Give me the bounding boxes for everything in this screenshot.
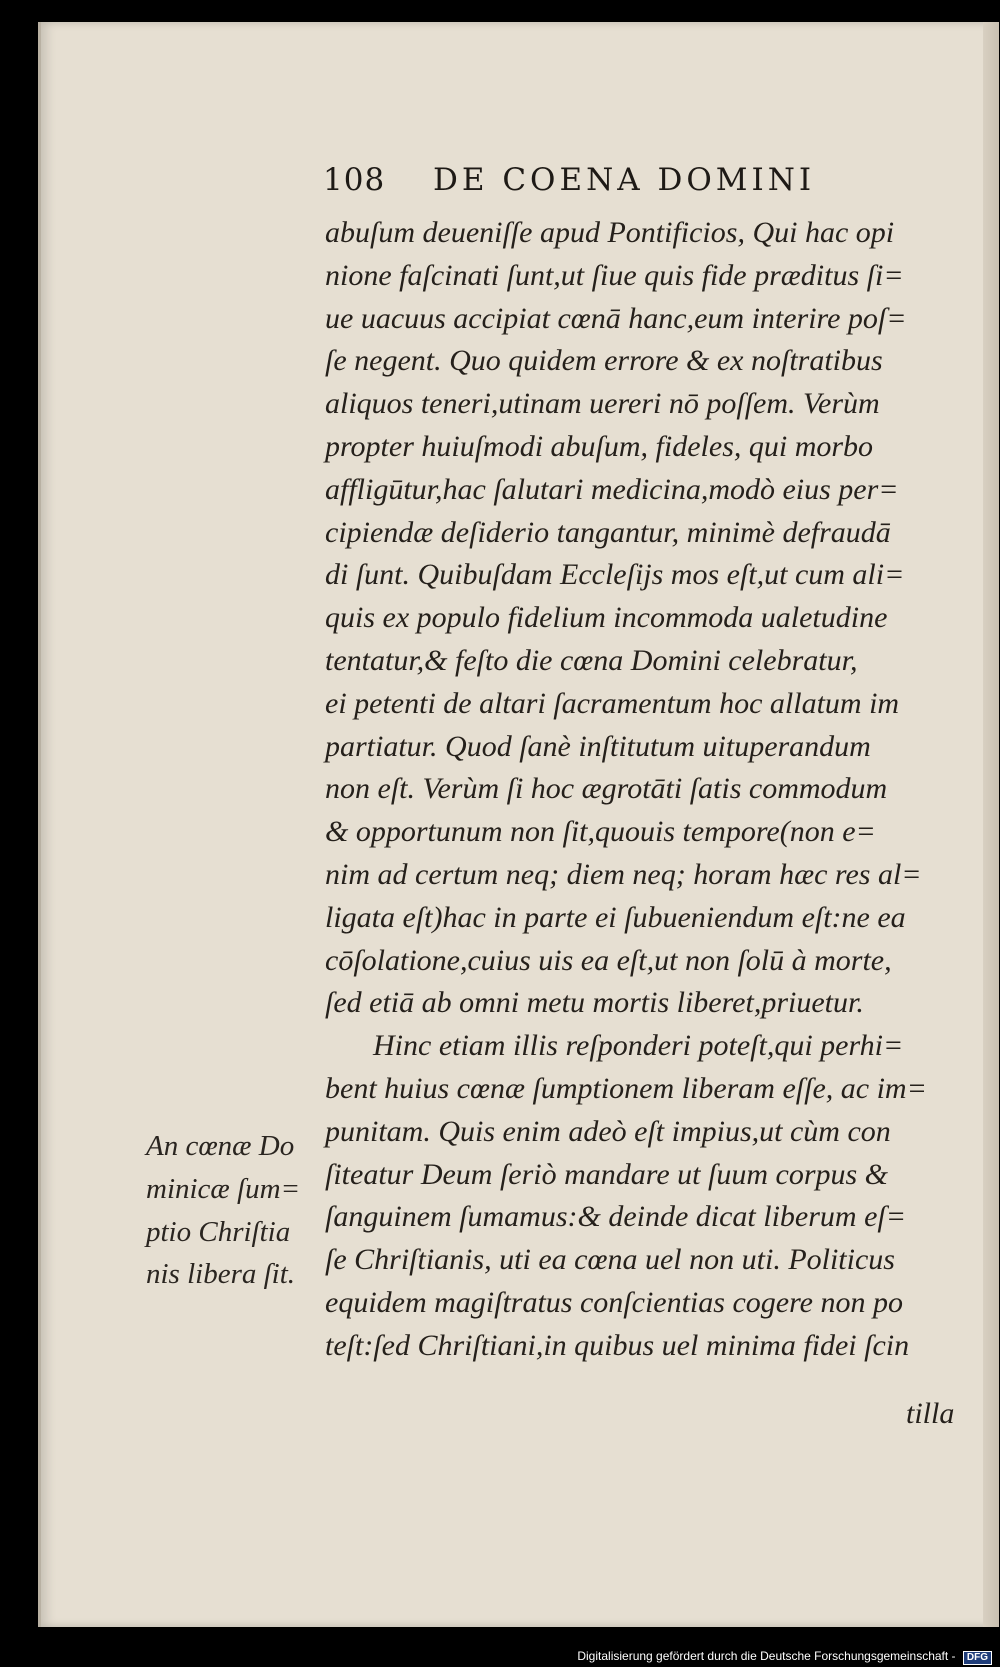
- marginal-note-line: nis libera ſit.: [146, 1258, 296, 1291]
- text-line: & opportunum non ſit,quouis tempore(non e=: [325, 815, 876, 849]
- dfg-logo-icon: DFG: [963, 1651, 992, 1665]
- text-line: punitam. Quis enim adeò eſt impius,ut cùm con: [325, 1114, 891, 1148]
- text-line: propter huiuſmodi abuſum, fideles, qui morbo: [325, 429, 874, 463]
- text-line: di ſunt. Quibuſdam Eccleſijs mos eſt,ut cum ali=: [325, 558, 905, 592]
- credit-text: Digitalisierung gefördert durch die Deutsche Forschungsgemeinschaft -: [577, 1649, 956, 1663]
- digitization-credit: [577, 1649, 992, 1665]
- text-line: tentatur,& feſto die cœna Domini celebratur,: [325, 643, 858, 677]
- marginal-note-line: An cœnæ Do: [146, 1130, 295, 1162]
- text-line: ſanguinem ſumamus:& deinde dicat liberum eſ=: [325, 1200, 906, 1234]
- catchword: tilla: [906, 1397, 955, 1430]
- text-line: cōſolatione,cuius uis ea eſt,ut non ſolū à morte,: [325, 943, 892, 977]
- page-edge: [983, 22, 999, 1627]
- text-line: ligata eſt)hac in parte ei ſubueniendum eſt:ne ea: [325, 900, 906, 934]
- marginal-note-line: ptio Chriſtia: [146, 1215, 291, 1248]
- text-line: aliquos teneri,utinam uereri nō poſſem. Verùm: [325, 387, 880, 421]
- text-line: ſe Chriſtianis, uti ea cœna uel non uti. Politicus: [325, 1243, 895, 1277]
- text-line: equidem magiſtratus conſcientias cogere non po: [325, 1285, 903, 1319]
- paragraph-start-line: Hinc etiam illis reſponderi poteſt,qui perhi=: [373, 1029, 904, 1063]
- text-line: cipiendæ deſiderio tangantur, minimè defraudā: [325, 515, 891, 549]
- text-line: ſed etiā ab omni metu mortis liberet,priuetur.: [325, 986, 864, 1020]
- text-line: partiatur. Quod ſanè inſtitutum uituperandum: [325, 729, 871, 763]
- text-line: bent huius cœnæ ſumptionem liberam eſſe, ac im=: [325, 1071, 927, 1105]
- text-line: ei petenti de altari ſacramentum hoc allatum im: [325, 686, 900, 720]
- text-line: nione faſcinati ſunt,ut ſiue quis fide præditus ſi=: [325, 258, 904, 292]
- marginal-note-line: minicæ ſum=: [146, 1172, 301, 1205]
- page-header: [323, 162, 863, 204]
- text-line: teſt:ſed Chriſtiani,in quibus uel minima fidei ſcin: [325, 1328, 910, 1362]
- text-line: non eſt. Verùm ſi hoc ægrotāti ſatis commodum: [325, 772, 888, 806]
- page-number: 108: [323, 162, 386, 198]
- body-text: [325, 212, 985, 1368]
- text-line: abuſum deueniſſe apud Pontificios, Qui hac opi: [325, 216, 895, 249]
- text-line: ſe negent. Quo quidem errore & ex noſtratibus: [325, 344, 883, 378]
- text-line: ſiteatur Deum ſeriò mandare ut ſuum corpus &: [325, 1157, 889, 1191]
- text-line: nim ad certum neq; diem neq; horam hæc res al=: [325, 857, 922, 891]
- text-line: affligūtur,hac ſalutari medicina,modò eius per=: [325, 472, 899, 506]
- text-line: quis ex populo fidelium incommoda ualetudine: [325, 601, 888, 635]
- running-head: DE COENA DOMINI: [433, 162, 816, 198]
- marginal-note: [146, 1125, 322, 1296]
- text-line: ue uacuus accipiat cœnā hanc,eum interire poſ=: [325, 301, 907, 335]
